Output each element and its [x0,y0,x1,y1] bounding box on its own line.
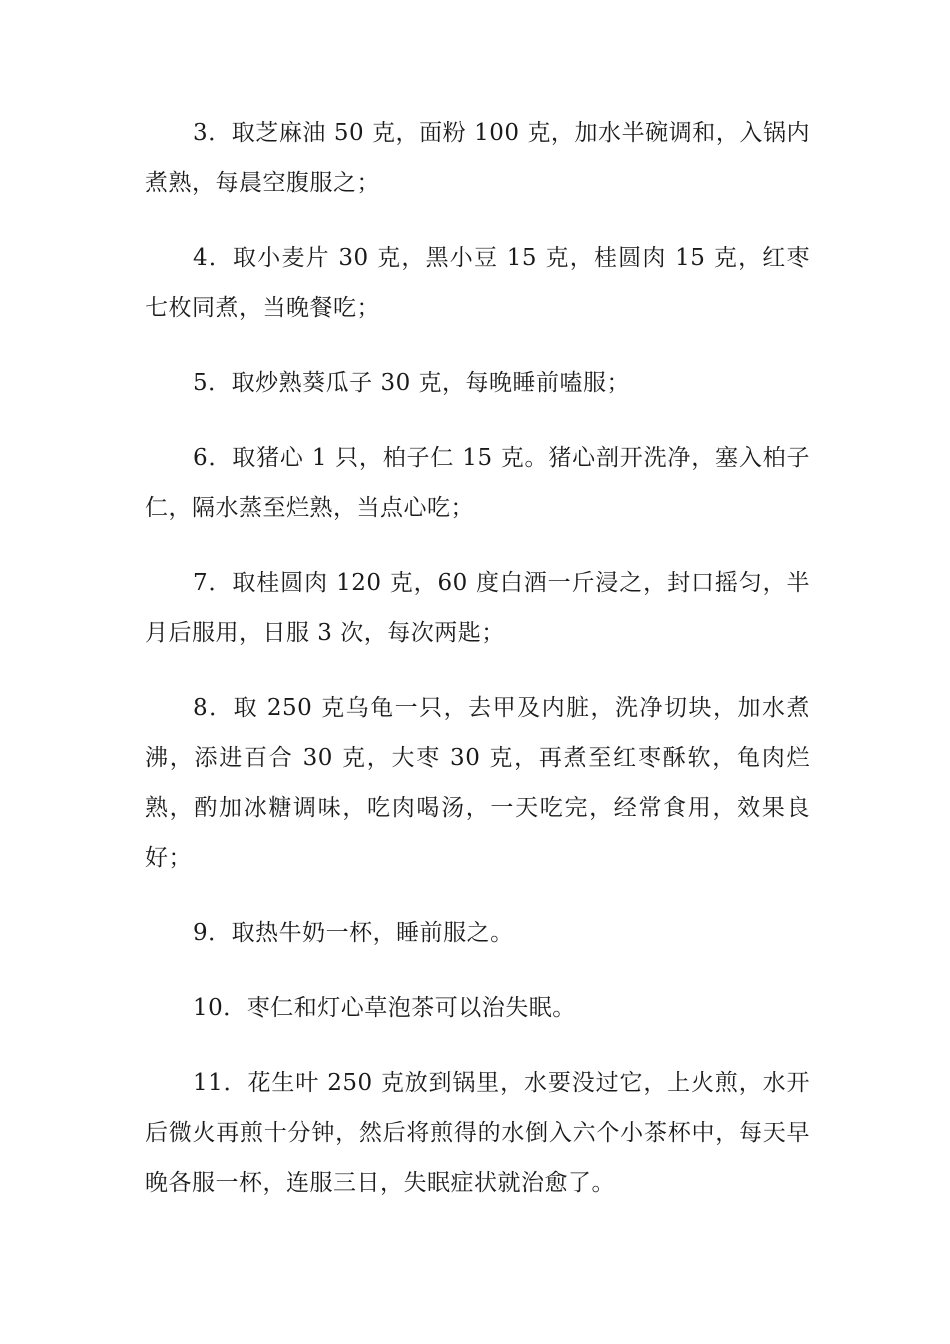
paragraph-item-8: 8．取 250 克乌龟一只，去甲及内脏，洗净切块，加水煮沸，添进百合 30 克，大枣 30 克，再煮至红枣酥软，龟肉烂熟，酌加冰糖调味，吃肉喝汤，一天吃完，经常食用，效果良好； [145,695,810,871]
paragraph-item-9: 9．取热牛奶一杯，睡前服之。 [193,920,514,946]
paragraph-item-3: 3．取芝麻油 50 克，面粉 100 克，加水半碗调和，入锅内煮熟，每晨空腹服之； [145,120,810,196]
paragraph-item-4: 4．取小麦片 30 克，黑小豆 15 克，桂圆肉 15 克，红枣七枚同煮，当晚餐吃； [145,245,810,321]
paragraph-item-11: 11．花生叶 250 克放到锅里，水要没过它，上火煎，水开后微火再煎十分钟，然后将煎得的水倒入六个小茶杯中，每天早晚各服一杯，连服三日，失眠症状就治愈了。 [145,1070,810,1196]
paragraph-item-6: 6．取猪心 1 只，柏子仁 15 克。猪心剖开洗净，塞入柏子仁，隔水蒸至烂熟，当点心吃； [145,445,810,521]
paragraph-item-10: 10．枣仁和灯心草泡茶可以治失眠。 [193,995,576,1021]
paragraph-item-7: 7．取桂圆肉 120 克，60 度白酒一斤浸之，封口摇匀，半月后服用，日服 3 次，每次两匙； [145,570,810,646]
document-body [145,108,810,1233]
paragraph-item-5: 5．取炒熟葵瓜子 30 克，每晚睡前嗑服； [193,370,631,396]
